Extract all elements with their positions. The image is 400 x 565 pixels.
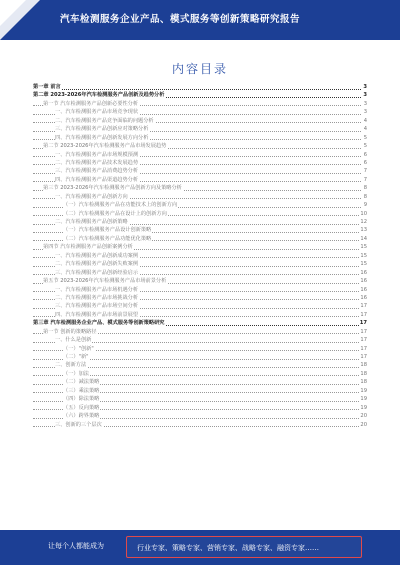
toc-entry-label: （一）"创新" xyxy=(63,345,94,352)
report-title: 汽车检测服务企业产品、模式服务等创新策略研究报告 xyxy=(60,14,301,25)
toc-entry-label: （二）汽车检测服务产品功能优化策略 xyxy=(63,235,152,242)
toc-entry[interactable] xyxy=(33,201,367,209)
toc-entry-label: 第一章 前言 xyxy=(33,84,61,90)
toc-entry[interactable] xyxy=(33,167,367,175)
toc-entry[interactable] xyxy=(33,151,367,159)
toc-entry-label: （四）除法策略 xyxy=(63,396,100,403)
toc-entry[interactable] xyxy=(33,125,367,133)
footer-slogan-box xyxy=(126,536,362,558)
toc-entry[interactable] xyxy=(33,395,367,403)
toc-entry[interactable] xyxy=(33,412,367,420)
toc-entry[interactable] xyxy=(33,235,367,243)
toc-entry[interactable] xyxy=(33,176,367,184)
toc-entry-page: 17 xyxy=(359,320,367,327)
toc-entry-page: 20 xyxy=(360,421,367,428)
toc-entry-page: 7 xyxy=(363,168,367,175)
toc-entry-label: 一、什么是创新 xyxy=(55,337,92,344)
toc-entry-label: 第四节 汽车检测服务产品创新案例分析 xyxy=(43,244,133,251)
toc-entry[interactable] xyxy=(33,218,367,226)
toc-entry[interactable] xyxy=(33,108,367,116)
toc-entry-page: 4 xyxy=(363,126,367,133)
toc-leader-dots xyxy=(33,83,361,90)
footer-slogan: 让每个人都能成为 xyxy=(48,542,104,550)
toc-entry-label: 二、创新方法 xyxy=(55,362,87,369)
toc-entry-page: 15 xyxy=(360,244,367,251)
toc-entry-page: 3 xyxy=(363,109,367,116)
toc-entry-label: 二、汽车检测服务产品技术发展趋势 xyxy=(55,159,139,166)
toc-entry[interactable] xyxy=(33,404,367,412)
toc-entry-label: 二、汽车检测服务产品竞争面临的问题分析 xyxy=(55,117,154,124)
toc-entry[interactable] xyxy=(33,294,367,302)
toc-entry-page: 16 xyxy=(360,269,367,276)
toc-entry-label: 第二章 2023-2026年汽车检测服务产品创新及趋势分析 xyxy=(33,92,165,99)
toc-entry-page: 18 xyxy=(360,379,367,386)
toc-entry[interactable] xyxy=(33,117,367,125)
toc-entry-page: 13 xyxy=(360,227,367,234)
header-banner xyxy=(0,0,400,40)
table-of-contents xyxy=(33,83,367,429)
toc-entry-page: 18 xyxy=(360,362,367,369)
toc-entry-label: 三、汽车检测服务产品创新应对策略分析 xyxy=(55,126,149,133)
toc-entry-label: （一）汽车检测服务产品设计创新策略 xyxy=(63,227,152,234)
toc-entry-page: 16 xyxy=(360,278,367,285)
toc-entry-page: 6 xyxy=(363,159,367,166)
toc-entry[interactable] xyxy=(33,83,367,91)
toc-heading: 内容目录 xyxy=(171,62,228,76)
toc-entry-page: 19 xyxy=(360,396,367,403)
toc-entry-label: 三、创新的三个层次 xyxy=(55,421,102,428)
toc-entry[interactable] xyxy=(33,159,367,167)
toc-entry[interactable] xyxy=(33,361,367,369)
toc-entry-label: 二、汽车检测服务产品创新策略 xyxy=(55,219,128,225)
toc-entry-label: 第三章 汽车检测服务企业产品、模式服务等创新策略研究 xyxy=(33,320,165,327)
toc-entry-label: 一、汽车检测服务产品市场机遇分析 xyxy=(55,286,139,293)
toc-entry[interactable] xyxy=(33,142,367,150)
toc-entry-label: 一、汽车检测服务产品创新方向 xyxy=(55,193,128,200)
toc-entry[interactable] xyxy=(33,421,367,429)
toc-entry-page: 5 xyxy=(363,134,367,141)
toc-entry[interactable] xyxy=(33,353,367,361)
toc-entry[interactable] xyxy=(33,91,367,99)
toc-entry[interactable] xyxy=(33,269,367,277)
toc-entry-page: 5 xyxy=(363,143,367,150)
toc-entry-page: 17 xyxy=(360,303,367,310)
toc-entry-page: 3 xyxy=(363,100,367,107)
header-decoration-inner xyxy=(0,0,26,26)
toc-entry-label: （二）减法策略 xyxy=(63,379,100,386)
toc-entry[interactable] xyxy=(33,319,367,327)
toc-entry-label: （一）加法 xyxy=(63,370,89,377)
toc-entry-page: 8 xyxy=(363,193,367,200)
toc-entry-label: 第一节 创新的策略路径 xyxy=(43,328,97,335)
toc-entry[interactable] xyxy=(33,252,367,260)
toc-entry-page: 16 xyxy=(360,286,367,293)
toc-entry[interactable] xyxy=(33,100,367,108)
toc-entry-page: 14 xyxy=(360,235,367,242)
toc-entry[interactable] xyxy=(33,387,367,395)
toc-entry[interactable] xyxy=(33,286,367,294)
toc-entry[interactable] xyxy=(33,277,367,285)
toc-entry-page: 6 xyxy=(363,151,367,158)
toc-entry-label: 四、汽车检测服务产品渠道趋势分析 xyxy=(55,176,139,183)
toc-entry-label: （五）反向策略 xyxy=(63,404,100,411)
toc-entry-page: 15 xyxy=(360,261,367,268)
toc-entry-page: 17 xyxy=(360,354,367,360)
toc-entry-label: 三、汽车检测服务产品市场空间分析 xyxy=(55,303,139,310)
toc-entry[interactable] xyxy=(33,370,367,378)
toc-entry-label: 一、汽车检测服务产品创新成功案例 xyxy=(55,252,139,259)
footer-banner xyxy=(0,530,400,565)
toc-entry-label: 第一节 汽车检测服务产品创新必要性分析 xyxy=(43,100,139,107)
toc-entry-label: 一、汽车检测服务产品市场竞争现状 xyxy=(55,109,139,116)
toc-entry[interactable] xyxy=(33,302,367,310)
toc-entry-page: 10 xyxy=(360,210,367,217)
toc-entry[interactable] xyxy=(33,210,367,218)
toc-entry-page: 9 xyxy=(363,202,367,209)
toc-entry-label: 第五节 2023-2026年汽车检测服务产品市场前景分析 xyxy=(43,278,167,285)
toc-entry-page: 19 xyxy=(360,387,367,394)
toc-entry[interactable] xyxy=(33,328,367,336)
toc-entry-page: 4 xyxy=(363,117,367,124)
toc-entry[interactable] xyxy=(33,345,367,353)
footer-slogan-detail: 行业专家、策略专家、营销专家、战略专家、融资专家…… xyxy=(137,544,319,552)
toc-entry[interactable] xyxy=(33,378,367,386)
toc-entry[interactable] xyxy=(33,260,367,268)
toc-entry-page: 8 xyxy=(363,185,367,192)
toc-entry[interactable] xyxy=(33,193,367,201)
toc-entry-label: 二、汽车检测服务产品市场挑战分析 xyxy=(55,294,139,301)
toc-entry[interactable] xyxy=(33,134,367,142)
toc-entry-page: 15 xyxy=(360,252,367,259)
toc-entry-label: 一、汽车检测服务产品市场规模预测 xyxy=(55,151,139,158)
toc-entry-page: 3 xyxy=(363,92,367,99)
toc-entry-label: （三）乘法策略 xyxy=(63,387,100,394)
toc-entry-page: 16 xyxy=(360,294,367,301)
toc-entry[interactable] xyxy=(33,226,367,234)
toc-entry-page: 17 xyxy=(360,311,367,318)
toc-entry[interactable] xyxy=(33,311,367,319)
toc-entry[interactable] xyxy=(33,336,367,344)
toc-entry-label: 第三节 2023-2026年汽车检测服务产品创新方向及策略分析 xyxy=(43,185,182,192)
toc-entry-page: 18 xyxy=(360,370,367,377)
toc-entry-page: 17 xyxy=(360,337,367,344)
toc-entry-label: （二）汽车检测服务产品在设计上的创新方向 xyxy=(63,210,167,217)
toc-entry-label: 四、汽车检测服务产品创新发展方向分析 xyxy=(55,134,149,141)
toc-entry-page: 20 xyxy=(360,413,367,420)
toc-entry-label: 三、汽车检测服务产品创新经验启示 xyxy=(55,269,139,276)
toc-entry-label: 第二节 2023-2026年汽车检测服务产品市场发展趋势 xyxy=(43,143,167,150)
toc-entry-page: 7 xyxy=(363,176,367,183)
toc-entry-label: （二）"新" xyxy=(63,354,89,360)
toc-entry-page: 17 xyxy=(360,345,367,352)
toc-entry-label: 三、汽车检测服务产品消费趋势分析 xyxy=(55,168,139,175)
toc-entry-page: 19 xyxy=(360,404,367,411)
toc-entry[interactable] xyxy=(33,243,367,251)
toc-entry-label: （一）汽车检测服务产品在功能技术上的创新方向 xyxy=(63,202,178,209)
toc-entry[interactable] xyxy=(33,184,367,192)
toc-entry-label: 二、汽车检测服务产品创新失败案例 xyxy=(55,261,139,268)
toc-entry-page: 3 xyxy=(363,84,367,90)
toc-entry-label: 四、汽车检测服务产品市场前景展望 xyxy=(55,311,139,318)
toc-entry-page: 12 xyxy=(360,219,367,225)
toc-entry-label: （六）跨界策略 xyxy=(63,413,100,420)
toc-entry-page: 17 xyxy=(360,328,367,335)
